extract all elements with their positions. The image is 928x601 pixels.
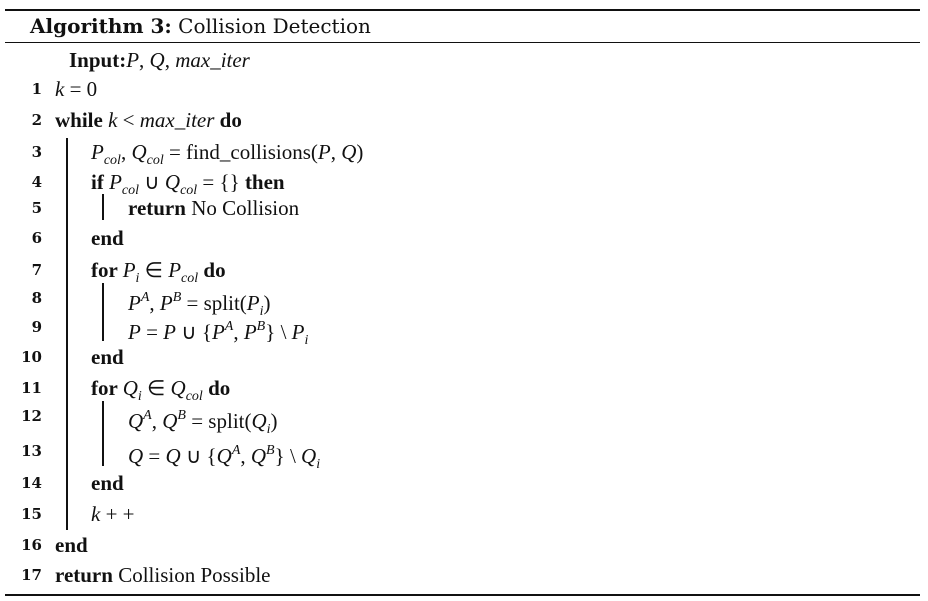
bottom-rule bbox=[5, 594, 920, 596]
keyword: end bbox=[55, 533, 88, 557]
math-symbol: Q bbox=[216, 444, 232, 468]
line-number: 6 bbox=[31, 229, 42, 247]
line-code bbox=[55, 74, 97, 104]
line-number: 9 bbox=[31, 318, 42, 336]
math-symbol: P bbox=[211, 320, 225, 344]
for-p-block-bar bbox=[102, 283, 104, 341]
math-symbol: Q bbox=[128, 444, 144, 468]
superscript: A bbox=[224, 319, 234, 334]
line-code bbox=[128, 312, 308, 356]
line-code bbox=[91, 223, 124, 253]
line-number: 16 bbox=[21, 536, 42, 554]
code-text: , bbox=[149, 291, 160, 315]
keyword: do bbox=[214, 108, 242, 132]
superscript: B bbox=[177, 408, 186, 423]
code-text: , bbox=[233, 320, 244, 344]
keyword: do bbox=[198, 258, 226, 282]
line-code bbox=[55, 105, 242, 135]
math-symbol: Q bbox=[250, 444, 267, 468]
code-text: , bbox=[120, 140, 132, 164]
code-text: } \ bbox=[274, 444, 302, 468]
keyword: while bbox=[55, 108, 109, 132]
subscript: i bbox=[259, 304, 264, 319]
code-text: = bbox=[143, 444, 166, 468]
code-text: = split( bbox=[181, 291, 247, 315]
line-code bbox=[128, 193, 299, 223]
math-symbol: P bbox=[126, 48, 140, 72]
code-text: ∈ bbox=[141, 376, 171, 400]
math-symbol: P bbox=[291, 320, 305, 344]
line-code bbox=[91, 342, 124, 372]
math-symbol: Q bbox=[162, 409, 178, 433]
math-symbol: Q bbox=[170, 376, 186, 400]
line-number: 14 bbox=[21, 474, 42, 492]
superscript: B bbox=[172, 290, 182, 305]
line-code bbox=[69, 45, 250, 75]
code-text: , bbox=[151, 409, 163, 433]
keyword: end bbox=[91, 471, 124, 495]
subscript: col bbox=[121, 183, 140, 198]
keyword: if bbox=[91, 170, 110, 194]
math-symbol: k bbox=[55, 77, 65, 101]
superscript: B bbox=[256, 319, 266, 334]
superscript: A bbox=[143, 408, 152, 423]
keyword: do bbox=[202, 376, 231, 400]
line-number: 15 bbox=[21, 505, 42, 523]
keyword: end bbox=[91, 226, 124, 250]
math-symbol: P bbox=[168, 258, 182, 282]
code-text: , bbox=[164, 48, 176, 72]
line-code bbox=[55, 530, 88, 560]
code-text: No Collision bbox=[191, 196, 300, 220]
line-code bbox=[91, 499, 135, 529]
math-symbol: Q bbox=[131, 140, 147, 164]
subscript: col bbox=[180, 183, 198, 198]
math-symbol: P bbox=[122, 258, 136, 282]
code-text: ∈ bbox=[139, 258, 169, 282]
keyword: for bbox=[91, 376, 123, 400]
math-symbol: Q bbox=[122, 376, 138, 400]
line-code bbox=[128, 436, 320, 480]
algorithm-title: Collision Detection bbox=[178, 14, 371, 38]
algorithm-label: Algorithm 3: bbox=[30, 14, 172, 38]
subscript: i bbox=[135, 271, 140, 286]
code-text: ∪ bbox=[139, 170, 165, 194]
keyword: for bbox=[91, 258, 123, 282]
top-rule bbox=[5, 9, 920, 11]
subscript: col bbox=[181, 271, 199, 286]
math-symbol: Q bbox=[149, 48, 165, 72]
subscript: i bbox=[304, 333, 309, 348]
superscript: A bbox=[231, 443, 241, 458]
while-block-bar bbox=[66, 138, 68, 530]
subscript: i bbox=[137, 389, 142, 404]
math-symbol: k bbox=[91, 502, 101, 526]
line-number: 11 bbox=[21, 379, 42, 397]
superscript: B bbox=[266, 443, 275, 458]
line-number: 8 bbox=[31, 289, 42, 307]
algorithm-caption bbox=[30, 12, 371, 40]
code-text: + + bbox=[100, 502, 135, 526]
line-number: 13 bbox=[21, 442, 42, 460]
math-symbol: Q bbox=[128, 409, 144, 433]
keyword: end bbox=[91, 345, 124, 369]
math-symbol: P bbox=[91, 140, 104, 164]
keyword: return bbox=[55, 563, 119, 587]
math-symbol: P bbox=[163, 320, 176, 344]
code-text: ) bbox=[263, 291, 271, 315]
code-text: < bbox=[117, 108, 140, 132]
keyword: Input: bbox=[69, 48, 127, 72]
subscript: col bbox=[146, 153, 164, 168]
code-text: = find_collisions( bbox=[163, 140, 318, 164]
subscript: col bbox=[185, 389, 203, 404]
math-symbol: Q bbox=[165, 444, 181, 468]
math-symbol: Q bbox=[251, 409, 267, 433]
code-text: } \ bbox=[265, 320, 292, 344]
keyword: return bbox=[128, 196, 192, 220]
code-text: , bbox=[139, 48, 150, 72]
line-number: 1 bbox=[31, 80, 42, 98]
math-symbol: P bbox=[159, 291, 173, 315]
math-symbol: P bbox=[109, 170, 122, 194]
code-text: = split( bbox=[185, 409, 252, 433]
math-symbol: P bbox=[317, 140, 331, 164]
for-q-block-bar bbox=[102, 401, 104, 466]
line-number: 17 bbox=[21, 566, 42, 584]
math-symbol: Q bbox=[301, 444, 317, 468]
line-code bbox=[55, 560, 270, 590]
keyword: then bbox=[244, 170, 285, 194]
code-text: , bbox=[330, 140, 342, 164]
math-symbol: P bbox=[243, 320, 257, 344]
line-number: 12 bbox=[21, 407, 42, 425]
math-symbol: P bbox=[128, 320, 141, 344]
code-text: ) bbox=[270, 409, 278, 433]
subscript: i bbox=[316, 457, 321, 472]
code-text: Collision Possible bbox=[118, 563, 271, 587]
line-number: 4 bbox=[31, 173, 42, 191]
line-number: 10 bbox=[21, 348, 42, 366]
if-block-bar bbox=[102, 194, 104, 220]
math-symbol: max_iter bbox=[139, 108, 215, 132]
math-symbol: P bbox=[246, 291, 260, 315]
caption-rule bbox=[5, 42, 920, 43]
math-symbol: Q bbox=[341, 140, 357, 164]
code-text: = bbox=[140, 320, 164, 344]
superscript: A bbox=[140, 290, 150, 305]
math-symbol: max_iter bbox=[175, 48, 250, 72]
line-code bbox=[91, 468, 124, 498]
line-number: 3 bbox=[31, 143, 42, 161]
code-text: ∪ { bbox=[180, 444, 217, 468]
subscript: col bbox=[103, 153, 121, 168]
code-text: ∪ { bbox=[176, 320, 212, 344]
math-symbol: Q bbox=[164, 170, 181, 194]
math-symbol: P bbox=[128, 291, 141, 315]
code-text: ) bbox=[356, 140, 364, 164]
code-text: = {} bbox=[197, 170, 245, 194]
math-symbol: k bbox=[108, 108, 118, 132]
line-number: 2 bbox=[31, 111, 42, 129]
line-number: 5 bbox=[31, 199, 42, 217]
code-text: , bbox=[240, 444, 251, 468]
line-number: 7 bbox=[31, 261, 42, 279]
subscript: i bbox=[266, 422, 271, 437]
code-text: = 0 bbox=[64, 77, 98, 101]
